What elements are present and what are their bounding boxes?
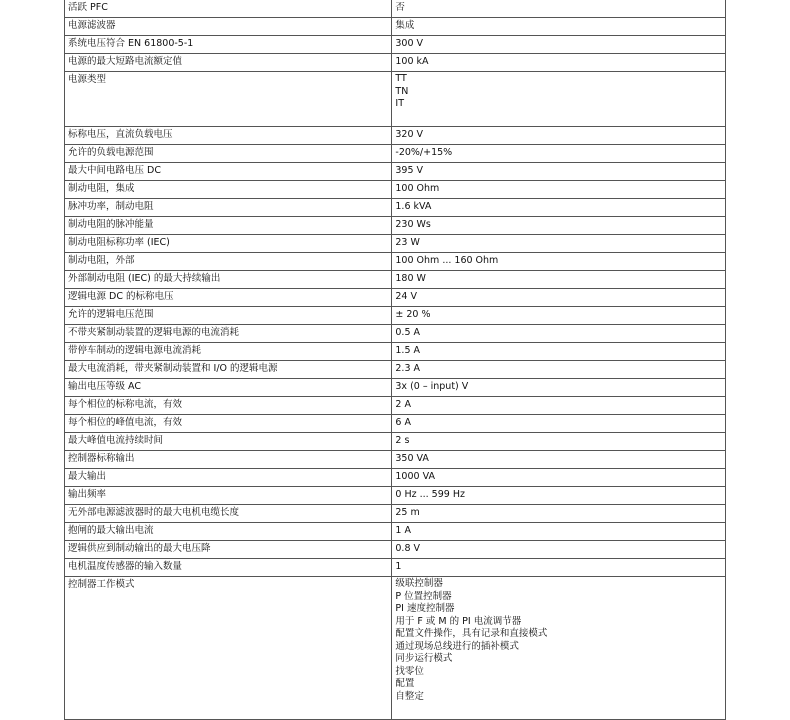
mode-item: 找零位 [395,665,424,677]
row-value: 23 W [392,235,726,253]
row-value: 2.3 A [392,361,726,379]
row-label: 抱闸的最大输出电流 [65,523,392,541]
table-row [65,18,726,36]
row-value: 否 [392,0,726,18]
row-label: 最大电流消耗，带夹紧制动装置和 I/O 的逻辑电源 [65,361,392,379]
table-row [65,0,726,18]
mode-item: P 位置控制器 [395,590,452,602]
row-value: 2 s [392,433,726,451]
row-value: 3x (0 – input) V [392,379,726,397]
table-row [65,235,726,253]
row-value: 25 m [392,505,726,523]
row-value: 1.5 A [392,343,726,361]
table-row [65,72,726,127]
table-row [65,145,726,163]
table-row [65,325,726,343]
mode-item: 同步运行模式 [395,653,453,664]
table-row [65,415,726,433]
row-value: 24 V [392,289,726,307]
row-label: 系统电压符合 EN 61800-5-1 [65,36,392,54]
table-row [65,217,726,235]
row-value: 6 A [392,415,726,433]
row-value: -20%/+15% [392,145,726,163]
table-row [65,379,726,397]
row-value: 1 A [392,523,726,541]
row-label: 活跃 PFC [65,0,392,18]
table-row [65,469,726,487]
mode-item: 用于 F 或 M 的 PI 电流调节器 [395,615,522,627]
row-label: 电机温度传感器的输入数量 [65,559,392,577]
row-label: 每个相位的标称电流，有效 [65,397,392,415]
table-row [65,271,726,289]
table-row [65,559,726,577]
table-row [65,163,726,181]
table-row [65,523,726,541]
table-row [65,127,726,145]
table-row [65,505,726,523]
table-row [65,307,726,325]
mode-item: PI 速度控制器 [395,603,455,614]
power-type-item: TN [395,85,409,97]
row-value: 0.5 A [392,325,726,343]
row-label: 不带夹紧制动装置的逻辑电源的电流消耗 [65,325,392,343]
row-label: 电源滤波器 [65,18,392,36]
row-value: 320 V [392,127,726,145]
table-row [65,343,726,361]
table-row [65,577,726,720]
row-label: 制动电阻标称功率 (IEC) [65,235,392,253]
row-value: 1 [392,559,726,577]
spec-table [64,0,726,720]
row-label: 允许的逻辑电压范围 [65,307,392,325]
row-label: 脉冲功率，制动电阻 [65,199,392,217]
row-label: 逻辑电源 DC 的标称电压 [65,289,392,307]
row-label: 制动电阻，集成 [65,181,392,199]
row-label: 制动电阻，外部 [65,253,392,271]
row-value: 0.8 V [392,541,726,559]
row-value: 集成 [392,18,726,36]
row-value: 300 V [392,36,726,54]
table-row [65,36,726,54]
table-row [65,199,726,217]
row-label: 最大中间电路电压 DC [65,163,392,181]
mode-item: 通过现场总线进行的插补模式 [395,640,519,652]
row-value: 2 A [392,397,726,415]
row-value-list [392,577,726,720]
table-row [65,181,726,199]
mode-item: 配置 [395,678,415,689]
mode-item: 自整定 [395,690,424,702]
row-value: 230 Ws [392,217,726,235]
row-label: 最大峰值电流持续时间 [65,433,392,451]
row-label: 制动电阻的脉冲能量 [65,217,392,235]
mode-item: 级联控制器 [395,578,443,589]
row-value: 100 kA [392,54,726,72]
table-row [65,361,726,379]
row-label: 电源的最大短路电流额定值 [65,54,392,72]
power-type-item: TT [395,73,407,84]
table-row [65,541,726,559]
table-row [65,289,726,307]
row-value-list [392,72,726,127]
row-value: 0 Hz ... 599 Hz [392,487,726,505]
row-label: 电源类型 [65,72,392,127]
row-value: 100 Ohm [392,181,726,199]
row-label: 最大输出 [65,469,392,487]
mode-item: 配置文件操作，具有记录和直接模式 [395,628,548,639]
row-label: 无外部电源滤波器时的最大电机电缆长度 [65,505,392,523]
row-value: 350 VA [392,451,726,469]
table-row [65,54,726,72]
row-label: 逻辑供应到制动输出的最大电压降 [65,541,392,559]
row-label: 控制器工作模式 [65,577,392,720]
row-label: 控制器标称输出 [65,451,392,469]
row-label: 允许的负载电源范围 [65,145,392,163]
row-value: 1000 VA [392,469,726,487]
power-type-item: IT [395,98,404,109]
table-row [65,397,726,415]
table-row [65,253,726,271]
table-row [65,433,726,451]
row-label: 每个相位的峰值电流，有效 [65,415,392,433]
row-label: 输出频率 [65,487,392,505]
row-label: 外部制动电阻 (IEC) 的最大持续输出 [65,271,392,289]
row-value: 395 V [392,163,726,181]
row-value: 100 Ohm ... 160 Ohm [392,253,726,271]
row-label: 输出电压等级 AC [65,379,392,397]
table-row [65,487,726,505]
table-row [65,451,726,469]
row-label: 带停车制动的逻辑电源电流消耗 [65,343,392,361]
row-label: 标称电压，直流负载电压 [65,127,392,145]
row-value: ± 20 % [392,307,726,325]
row-value: 1.6 kVA [392,199,726,217]
row-value: 180 W [392,271,726,289]
